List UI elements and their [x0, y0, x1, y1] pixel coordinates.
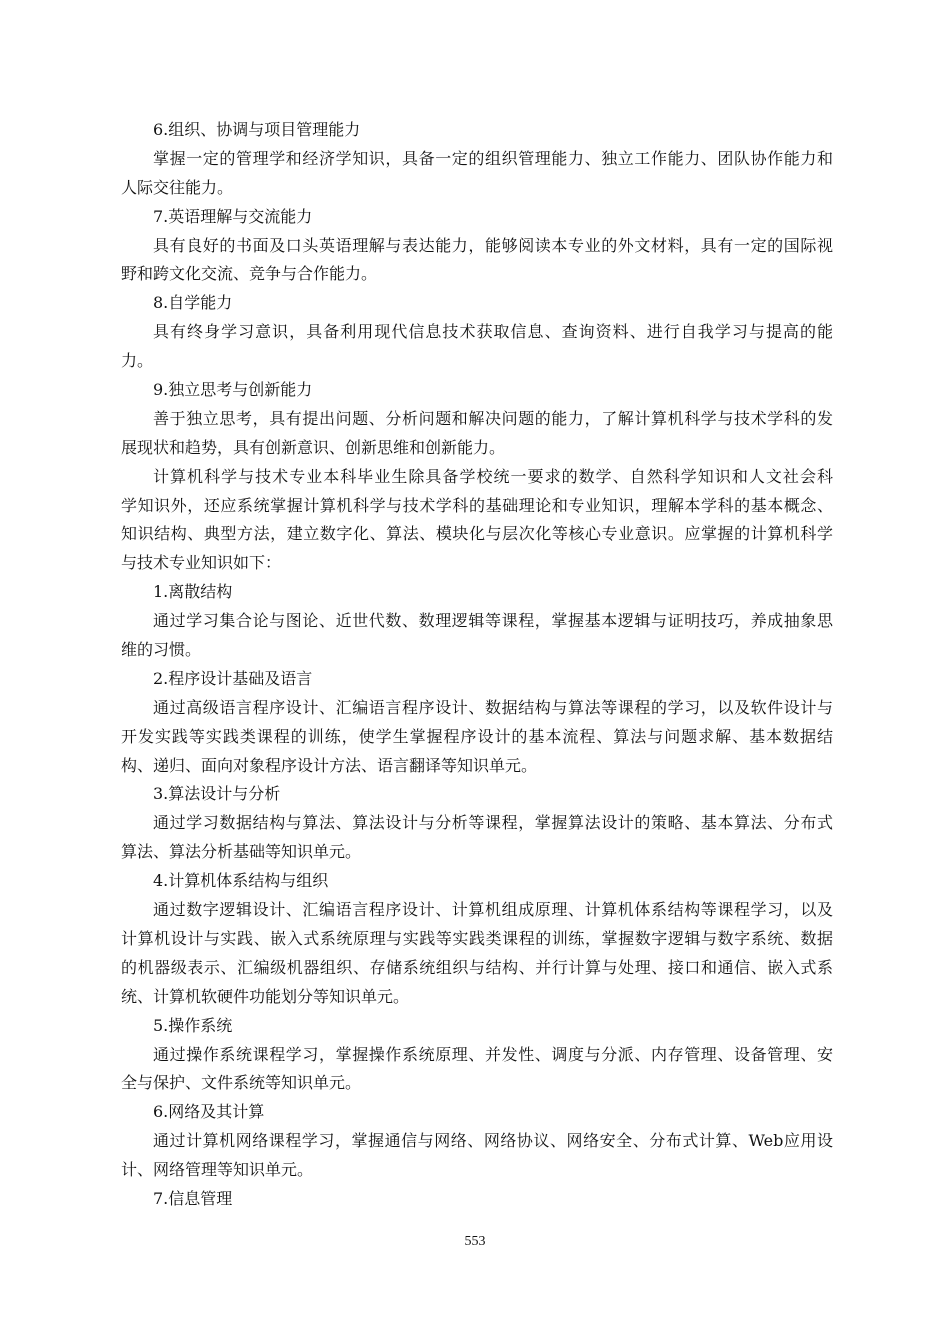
text-line: 与技术专业知识如下： [121, 553, 282, 573]
section-heading: 3.算法设计与分析 [153, 784, 281, 804]
section-heading: 2.程序设计基础及语言 [153, 668, 313, 688]
text-line: 统、计算机软硬件功能划分等知识单元。 [121, 986, 410, 1006]
text-line: 全与保护、文件系统等知识单元。 [121, 1073, 362, 1093]
text-line: 维的习惯。 [121, 640, 202, 660]
document-body [121, 116, 833, 1214]
text-line: 通过学习数据结构与算法、算法设计与分析等课程，掌握算法设计的策略、基本算法、分布式 [153, 813, 833, 833]
text-line: 具有终身学习意识，具备利用现代信息技术获取信息、查询资料、进行自我学习与提高的能 [153, 322, 833, 342]
section-heading: 5.操作系统 [153, 1015, 233, 1035]
section-heading: 9.独立思考与创新能力 [153, 380, 313, 400]
text-line: 知识结构、典型方法，建立数字化、算法、模块化与层次化等核心专业意识。应掌握的计算机科学 [121, 524, 833, 544]
page-number: 553 [464, 1234, 486, 1249]
text-line: 计算机设计与实践、嵌入式系统原理与实践等实践类课程的训练，掌握数字逻辑与数字系统、数据 [121, 928, 833, 948]
text-line: 通过高级语言程序设计、汇编语言程序设计、数据结构与算法等课程的学习，以及软件设计与 [153, 697, 833, 717]
section-heading: 6.组织、协调与项目管理能力 [153, 120, 361, 139]
text-line: 的机器级表示、汇编级机器组织、存储系统组织与结构、并行计算与处理、接口和通信、嵌入式系 [121, 957, 833, 977]
section-heading: 4.计算机体系结构与组织 [153, 871, 329, 891]
text-line: 通过数字逻辑设计、汇编语言程序设计、计算机组成原理、计算机体系结构等课程学习，以及 [153, 900, 833, 920]
section-heading: 1.离散结构 [153, 582, 233, 602]
text-line: 人际交往能力。 [121, 177, 234, 197]
text-line: 算法、算法分析基础等知识单元。 [121, 842, 362, 862]
text-line: 通过操作系统课程学习，掌握操作系统原理、并发性、调度与分派、内存管理、设备管理、安 [153, 1044, 833, 1064]
text-line: 通过计算机网络课程学习，掌握通信与网络、网络协议、网络安全、分布式计算、Web应用设 [153, 1131, 833, 1151]
text-line: 具有良好的书面及口头英语理解与表达能力，能够阅读本专业的外文材料，具有一定的国际视 [153, 235, 833, 255]
text-line: 通过学习集合论与图论、近世代数、数理逻辑等课程，掌握基本逻辑与证明技巧，养成抽象思 [153, 611, 833, 631]
text-line: 计算机科学与技术专业本科毕业生除具备学校统一要求的数学、自然科学知识和人文社会科 [153, 466, 833, 486]
section-heading: 7.英语理解与交流能力 [153, 206, 313, 226]
section-heading: 7.信息管理 [153, 1188, 233, 1208]
text-line: 善于独立思考，具有提出问题、分析问题和解决问题的能力，了解计算机科学与技术学科的发 [153, 408, 833, 428]
section-heading: 8.自学能力 [153, 293, 233, 313]
section-heading: 6.网络及其计算 [153, 1102, 265, 1122]
text-line: 开发实践等实践类课程的训练，使学生掌握程序设计的基本流程、算法与问题求解、基本数据结 [121, 726, 833, 746]
text-line: 掌握一定的管理学和经济学知识，具备一定的组织管理能力、独立工作能力、团队协作能力和 [153, 148, 833, 168]
text-line: 力。 [121, 351, 154, 371]
text-line: 计、网络管理等知识单元。 [121, 1160, 314, 1180]
text-line: 学知识外，还应系统掌握计算机科学与技术学科的基础理论和专业知识，理解本学科的基本概念、 [121, 495, 833, 515]
text-line: 构、递归、面向对象程序设计方法、语言翻译等知识单元。 [121, 755, 538, 775]
text-line: 野和跨文化交流、竞争与合作能力。 [121, 264, 378, 284]
text-line: 展现状和趋势，具有创新意识、创新思维和创新能力。 [121, 437, 506, 457]
